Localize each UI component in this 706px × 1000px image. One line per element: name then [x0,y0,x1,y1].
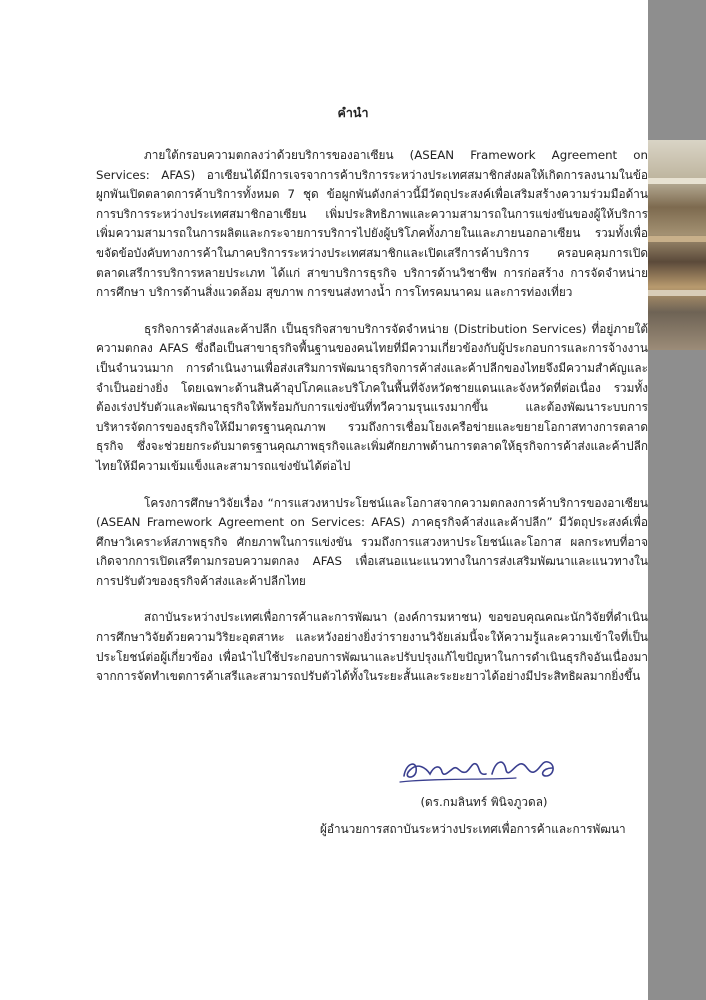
paragraph-distribution: ธุรกิจการค้าส่งและค้าปลีก เป็นธุรกิจสาขาบริการจัดจำหน่าย (Distribution Services) ที่อยู่ภายใต้ความตกลง AFAS ซึ่งถือเป็นสาขาธุรกิจพื้นฐานของคนไทยที่มีความเกี่ยวข้องกับผู้ประกอบการและการจ้างงานเป็นจำนวนมาก การดำเนินงานเพื่อส่งเสริมการพัฒนาธุรกิจการค้าส่งและค้าปลีกของไทยจึงมีความสำคัญและจำเป็นอย่างยิ่ง โดยเฉพาะด้านสินค้าอุปโภคและบริโภคในพื้นที่จังหวัดชายแดนและจังหวัดที่ต่อเนื่อง รวมทั้งต้องเร่งปรับตัวและพัฒนาธุรกิจให้พร้อมกับการแข่งขันที่ทวีความรุนแรงมากขึ้น และต้องพัฒนาระบบการบริหารจัดการของธุรกิจให้มีมาตรฐานคุณภาพ รวมถึงการเชื่อมโยงเครือข่ายและขยายโอกาสทางการตลาดธุรกิจ ซึ่งจะช่วยยกระดับมาตรฐานคุณภาพธุรกิจและเพิ่มศักยภาพด้านการตลาดให้ธุรกิจการค้าส่งและค้าปลีกไทยให้มีความเข้มแข็งและสามารถแข่งขันได้ต่อไป [96,321,648,473]
signer-name: (ดร.กมลินทร์ พินิจภูวดล) [420,795,548,809]
paragraph-acknowledgement: สถาบันระหว่างประเทศเพื่อการค้าและการพัฒนา (องค์การมหาชน) ขอขอบคุณคณะนักวิจัยที่ดำเนินการศึกษาวิจัยด้วยความวิริยะอุตสาหะ และหวังอย่างยิ่งว่ารายงานวิจัยเล่มนี้จะให้ความรู้และความเข้าใจที่เป็นประโยชน์ต่อผู้เกี่ยวข้อง เพื่อนำไปใช้ประกอบการพัฒนาและปรับปรุงแก้ไขปัญหาในการดำเนินธุรกิจอันเนื่องมาจากการจัดทำเขตการค้าเสรีและสามารถปรับตัวได้ทั้งในระยะสั้นและระยะยาวได้อย่างมีประสิทธิผลมากยิ่งขึ้น [96,610,648,684]
photo-shelf-low [648,290,706,296]
photo-shelf-mid [648,236,706,242]
document-body [96,146,648,704]
photo-shelf-light [648,178,706,184]
side-store-photo [648,140,706,350]
signature-icon [396,748,564,788]
paragraph-intro: ภายใต้กรอบความตกลงว่าด้วยบริการของอาเซียน (ASEAN Framework Agreement on Services: AFAS) อาเซียนได้มีการเจรจาการค้าบริการระหว่างประเทศสมาชิกส่งผลให้เกิดการลงนามในข้อผูกพันเปิดตลาดการค้าบริการทั้งหมด 7 ชุด ข้อผูกพันดังกล่าวนี้มีวัตถุประสงค์เพื่อเสริมสร้างความร่วมมือด้านการบริการระหว่างประเทศสมาชิกอาเซียน เพิ่มประสิทธิภาพและความสามารถในการแข่งขันของผู้ให้บริการ เพิ่มความสามารถในการผลิตและกระจายการบริการไปยังผู้บริโภคทั้งภายในและภายนอกอาเซียน รวมทั้งเพื่อขจัดข้อบังคับทางการค้าในภาคบริการระหว่างประเทศสมาชิกและเปิดเสรีการค้าบริการ ครอบคลุมการเปิดตลาดเสรีการบริการหลายประเภท ได้แก่ สาขาบริการธุรกิจ บริการด้านวิชาชีพ การก่อสร้าง การจัดจำหน่าย การศึกษา บริการด้านสิ่งแวดล้อม สุขภาพ การขนส่งทางน้ำ การโทรคมนาคม และการท่องเที่ยว [96,148,648,300]
page-title: คำนำ [337,105,369,120]
signer-title: ผู้อำนวยการสถาบันระหว่างประเทศเพื่อการค้าและการพัฒนา [320,822,626,836]
paragraph-project: โครงการศึกษาวิจัยเรื่อง “การแสวงหาประโยชน์และโอกาสจากความตกลงการค้าบริการของอาเซียน (ASEAN Framework Agreement on Services: AFAS) ภาคธุรกิจค้าส่งและค้าปลีก” มีวัตถุประสงค์เพื่อศึกษาวิเคราะห์สภาพธุรกิจ ศักยภาพในการแข่งขัน รวมถึงการแสวงหาประโยชน์และโอกาส ผลกระทบที่อาจเกิดจากการเปิดเสรีตามกรอบความตกลง AFAS เพื่อเสนอแนะแนวทางในการส่งเสริมพัฒนาและแนวทางในการปรับตัวของธุรกิจค้าส่งและค้าปลีกไทย [96,495,648,588]
